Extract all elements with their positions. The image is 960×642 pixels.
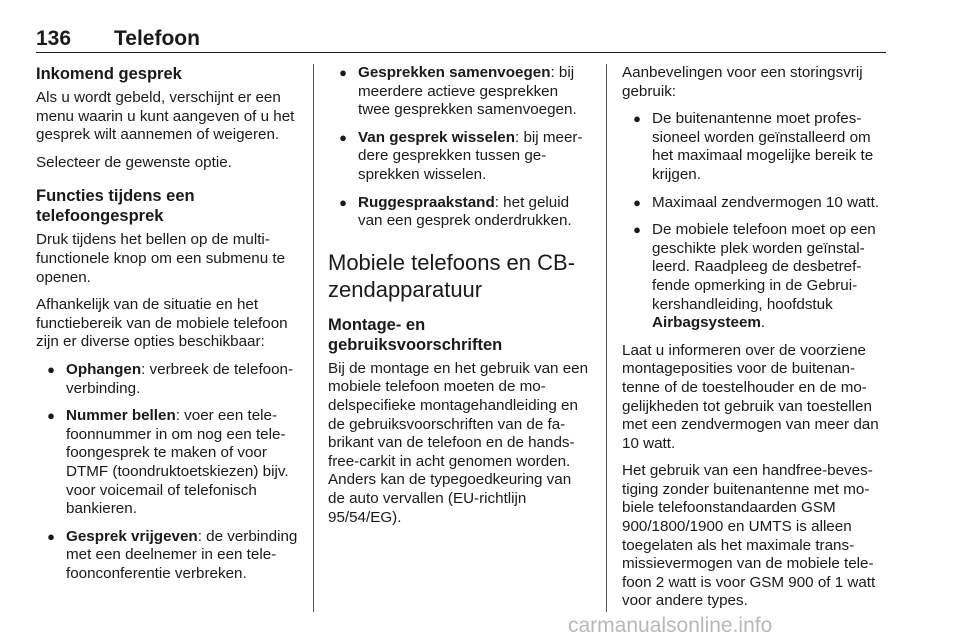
list-item <box>36 528 298 584</box>
list-item-text: Maximaal zendvermogen 10 watt. <box>652 193 880 211</box>
column-1 <box>36 64 298 592</box>
heading-call-functions: Functies tijdens een telefoongesprek <box>36 187 195 226</box>
list-item <box>622 194 886 213</box>
list-item-text: : de verbinding met een deelnemer in een tele-foonconferentie verbreken. <box>66 527 298 582</box>
chapter-reference: Airbagsysteem <box>652 314 761 332</box>
list-item-text: : bij meerdere actieve gesprekken twee gesprekken samenvoegen. <box>358 64 577 119</box>
paragraph: Selecteer de gewenste optie. <box>36 153 232 171</box>
list-item-text: : bij meer-dere gesprekken tussen ge-sprekken wisselen. <box>358 128 583 183</box>
heading-mounting-rules: Montage- en gebruiksvoorschriften <box>328 315 503 354</box>
paragraph: Bij de montage en het gebruik van een mobiele telefoon moeten de mo-delspecifieke montagehandleiding en de gebruiksvoorschriften van de fa-brikant van de telefoon en de hands-free-carkit in acht genomen worden. Anders kan de typegoedkeuring van de auto vervallen (EU-richtlijn 95/54/EG). <box>328 359 589 526</box>
paragraph: Afhankelijk van de situatie en het functiebereik van de mobiele telefoon zijn er diverse opties beschikbaar: <box>36 296 288 351</box>
heading-incoming-call: Inkomend gesprek <box>36 65 182 83</box>
column-divider-2 <box>606 64 607 612</box>
column-divider-1 <box>313 64 314 612</box>
bullet-icon: ● <box>339 194 347 210</box>
list-item-term: Gesprekken samenvoegen <box>358 64 551 81</box>
paragraph: Als u wordt gebeld, verschijnt er een menu waarin u kunt aangeven of u het gesprek wilt aannemen of weigeren. <box>36 89 295 144</box>
bullet-icon: ● <box>633 194 641 210</box>
list-item-text: De mobiele telefoon moet op een geschikte plek worden geïnstal-leerd. Raadpleeg de desbetref-fende opmerking in de Gebrui-kershandleiding, hoofdstuk <box>652 221 876 313</box>
watermark: carmanualsonline.info <box>568 614 773 637</box>
list-item <box>328 194 590 231</box>
list-item-term: Ruggespraakstand <box>358 193 495 211</box>
paragraph: Aanbevelingen voor een storingsvrij gebruik: <box>622 64 863 100</box>
column-3 <box>622 64 886 620</box>
bullet-icon: ● <box>633 111 641 127</box>
list-item <box>36 407 298 519</box>
list-item <box>328 64 590 120</box>
page-header <box>36 26 886 53</box>
list-item-term: Ophangen <box>66 360 142 378</box>
paragraph: Het gebruik van een handfree-beves-tiging zonder buitenantenne met mo-biele telefoonstandaarden GSM 900/1800/1900 en UMTS is alleen toegelaten als het maximale trans-missievermogen van de mobiele tele-foon 2 watt is voor GSM 900 of 1 watt voor andere types. <box>622 462 876 610</box>
bullet-icon: ● <box>47 361 55 377</box>
bullet-icon: ● <box>47 528 55 544</box>
list-item <box>622 221 886 333</box>
bullet-icon: ● <box>339 129 347 145</box>
bullet-icon: ● <box>339 65 347 80</box>
list-item-term: Nummer bellen <box>66 407 176 425</box>
list-item-text: : het geluid van een gesprek onderdrukken. <box>358 193 572 230</box>
list-item <box>622 110 886 184</box>
list-item-text: : verbreek de telefoon-verbinding. <box>66 360 294 397</box>
page-title: Telefoon <box>114 27 200 50</box>
column-2 <box>328 64 590 536</box>
paragraph: Druk tijdens het bellen op de multi-functionele knop om een submenu te openen. <box>36 231 286 286</box>
list-item <box>328 129 590 185</box>
list-item <box>36 361 298 398</box>
list-item-term: Gesprek vrijgeven <box>66 527 198 545</box>
page-number: 136 <box>36 27 72 50</box>
list-item-text: De buitenantenne moet profes-sioneel worden geïnstalleerd om het maximaal mogelijke bereik te krijgen. <box>652 110 874 183</box>
paragraph: Laat u informeren over de voorziene montageposities voor de buitenan-tenne of de toestelhouder en de mo-gelijkheden tot gebruik van toestellen met een zendvermogen van meer dan 10 watt. <box>622 341 879 452</box>
section-heading-mobile-phones: Mobiele telefoons en CB-zendapparatuur <box>328 249 576 302</box>
list-item-term: Van gesprek wisselen <box>358 128 516 146</box>
list-item-text-end: . <box>760 314 766 332</box>
bullet-icon: ● <box>633 222 641 238</box>
bullet-icon: ● <box>47 408 55 424</box>
list-item-text: : voer een tele-foonnummer in om nog een tele-foongesprek te maken of voor DTMF (toondruktoetskiezen) bijv. voor voicemail of telefonisch bankieren. <box>66 407 289 518</box>
